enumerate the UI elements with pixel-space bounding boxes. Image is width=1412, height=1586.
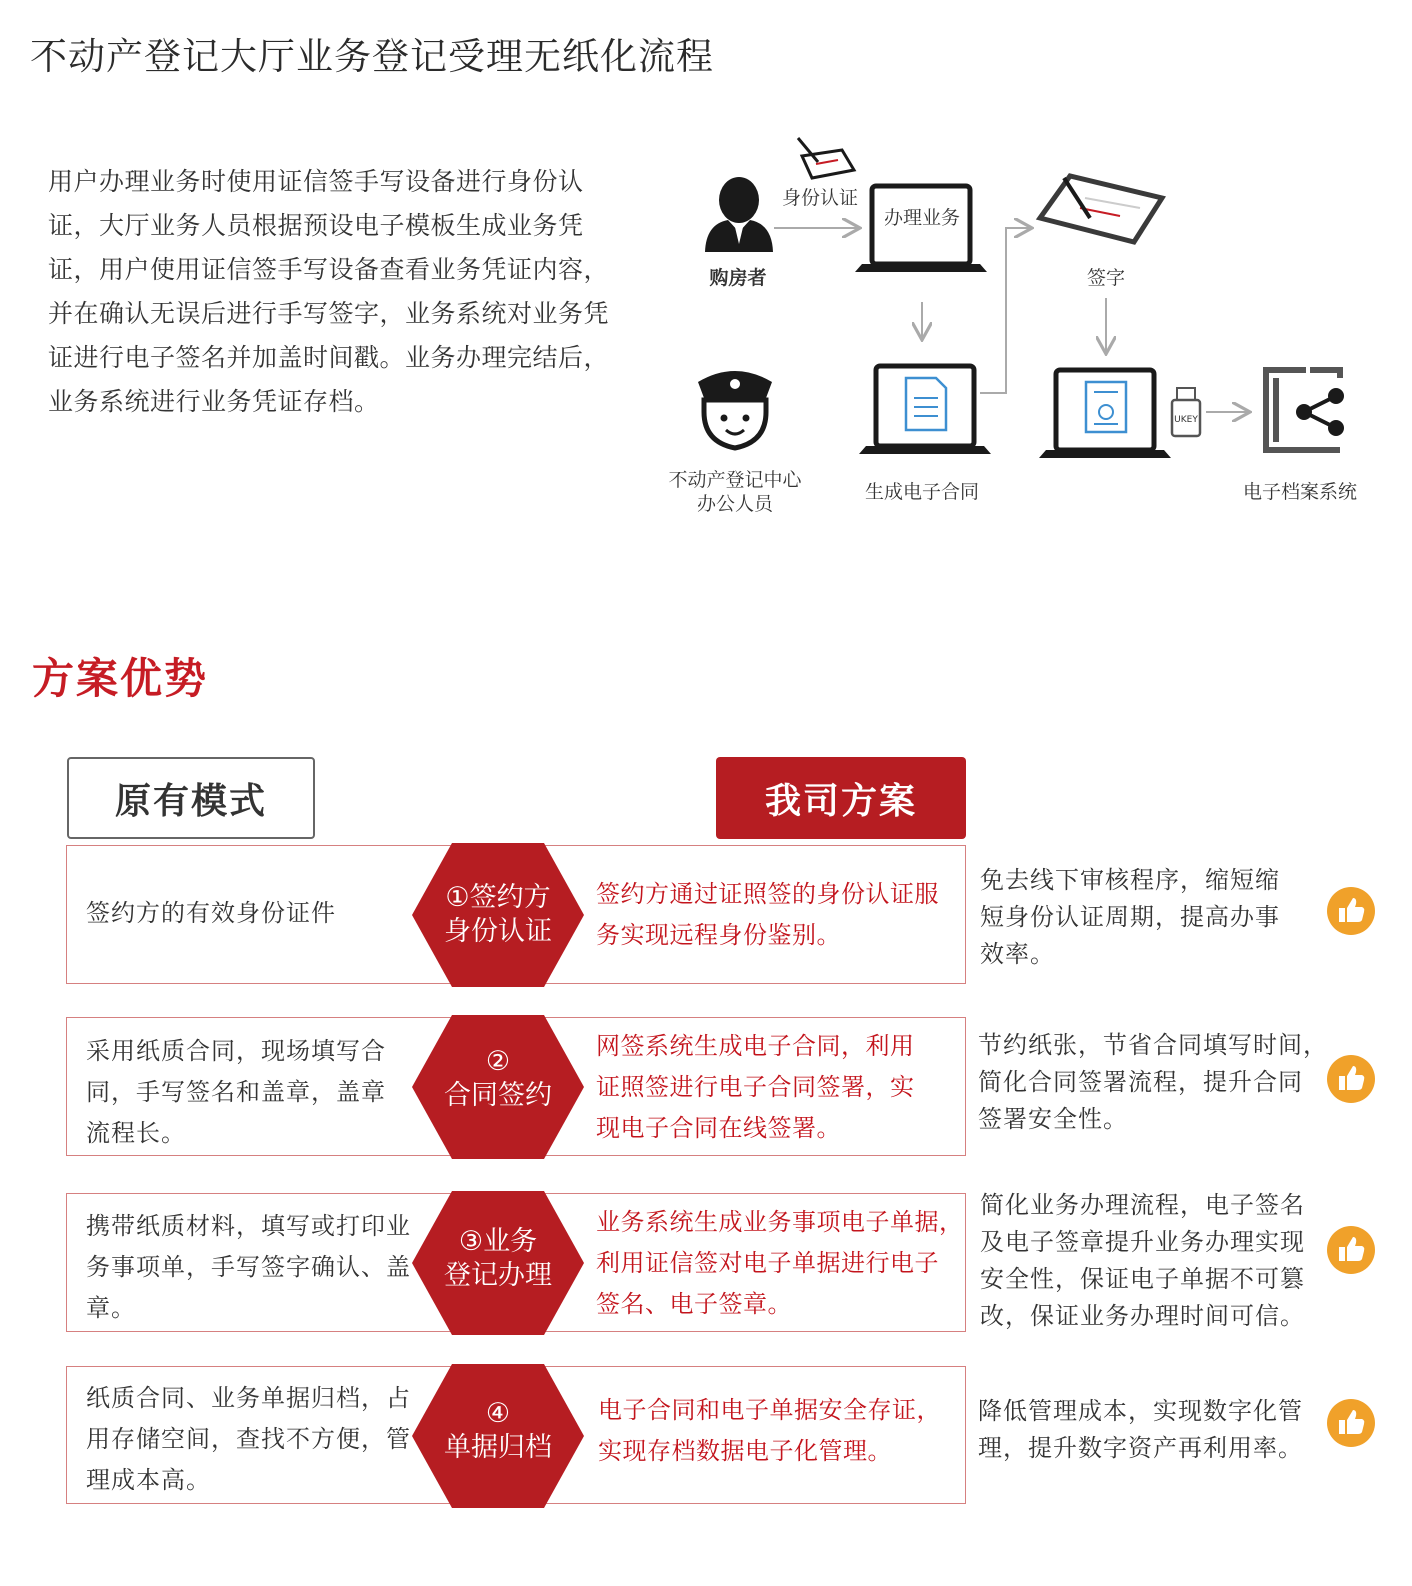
- tablet-pen-icon: [798, 138, 854, 178]
- page-title: 不动产登记大厅业务登记受理无纸化流程: [30, 35, 714, 78]
- old-mode-text: 签约方的有效身份证件: [86, 899, 336, 927]
- contract-label: 生成电子合同: [864, 481, 980, 503]
- intro-paragraph: 用户办理业务时使用证信签手写设备进行身份认证，大厅业务人员根据预设电子模板生成业务凭证，用户使用证信签手写设备查看业务凭证内容，并在确认无误后进行手写签字，业务系统对业务凭证进行电子签名并加盖时间戳。业务办理完结后，业务系统进行业务凭证存档。: [48, 167, 610, 416]
- step-label: ④ 单据归档: [444, 1398, 552, 1463]
- archive-label: 电子档案系统: [1242, 481, 1358, 503]
- benefit-text: 简化业务办理流程，电子签名 及电子签章提升业务办理实现 安全性，保证电子单据不可篡 改，保证业务办理时间可信。: [980, 1191, 1305, 1330]
- process-flow-diagram: [650, 120, 1390, 540]
- sign-label: 签字: [1086, 267, 1126, 289]
- thumbs-up-icon: [1326, 1054, 1376, 1104]
- thumbs-up-icon: [1326, 886, 1376, 936]
- share-archive-icon: [1266, 370, 1344, 450]
- new-solution-text: 电子合同和电子单据安全存证， 实现存档数据电子化管理。: [598, 1396, 941, 1465]
- new-solution-text: 签约方通过证照签的身份认证服 务实现远程身份鉴别。: [596, 880, 939, 949]
- step-label: ①签约方 身份认证: [444, 882, 552, 947]
- old-mode-text: 携带纸质材料，填写或打印业 务事项单，手写签字确认、盖 章。: [86, 1212, 411, 1322]
- seal-document-icon: [1086, 382, 1126, 432]
- staff-label-line1: 不动产登记中心: [668, 469, 802, 491]
- auth-label: 身份认证: [781, 187, 859, 209]
- new-solution-text: 网签系统生成电子合同，利用 证照签进行电子合同签署，实 现电子合同在线签署。: [596, 1032, 915, 1142]
- old-mode-text: 纸质合同、业务单据归档，占 用存储空间，查找不方便，管 理成本高。: [86, 1384, 411, 1494]
- new-solution-text: 业务系统生成业务事项电子单据， 利用证信签对电子单据进行电子 签名、电子签章。: [596, 1208, 964, 1318]
- signature-tablet-icon: [1040, 176, 1162, 242]
- ukey-label: UKEY: [1174, 415, 1198, 425]
- step-label: ② 合同签约: [444, 1046, 552, 1111]
- person-icon: [705, 177, 773, 252]
- thumbs-up-icon: [1326, 1398, 1376, 1448]
- old-mode-text: 采用纸质合同，现场填写合 同，手写签名和盖章，盖章 流程长。: [86, 1037, 386, 1147]
- tab-our-solution: 我司方案: [716, 757, 966, 839]
- laptop-icon: [855, 186, 987, 272]
- benefit-text: 免去线下审核程序，缩短缩 短身份认证周期，提高办事 效率。: [980, 866, 1280, 968]
- officer-icon: [698, 371, 772, 448]
- process-label: 办理业务: [883, 207, 961, 229]
- buyer-label: 购房者: [709, 267, 767, 289]
- benefit-text: 降低管理成本，实现数字化管 理，提升数字资产再利用率。: [978, 1397, 1303, 1462]
- staff-label-line2: 办公人员: [696, 493, 774, 515]
- benefit-text: 节约纸张，节省合同填写时间， 简化合同签署流程，提升合同 签署安全性。: [978, 1031, 1328, 1133]
- tab-original-mode: 原有模式: [67, 757, 315, 839]
- ukey-icon: [1172, 388, 1200, 436]
- document-icon: [906, 378, 946, 430]
- section-title: 方案优势: [32, 654, 209, 703]
- step-label: ③业务 登记办理: [444, 1226, 552, 1291]
- thumbs-up-icon: [1326, 1225, 1376, 1275]
